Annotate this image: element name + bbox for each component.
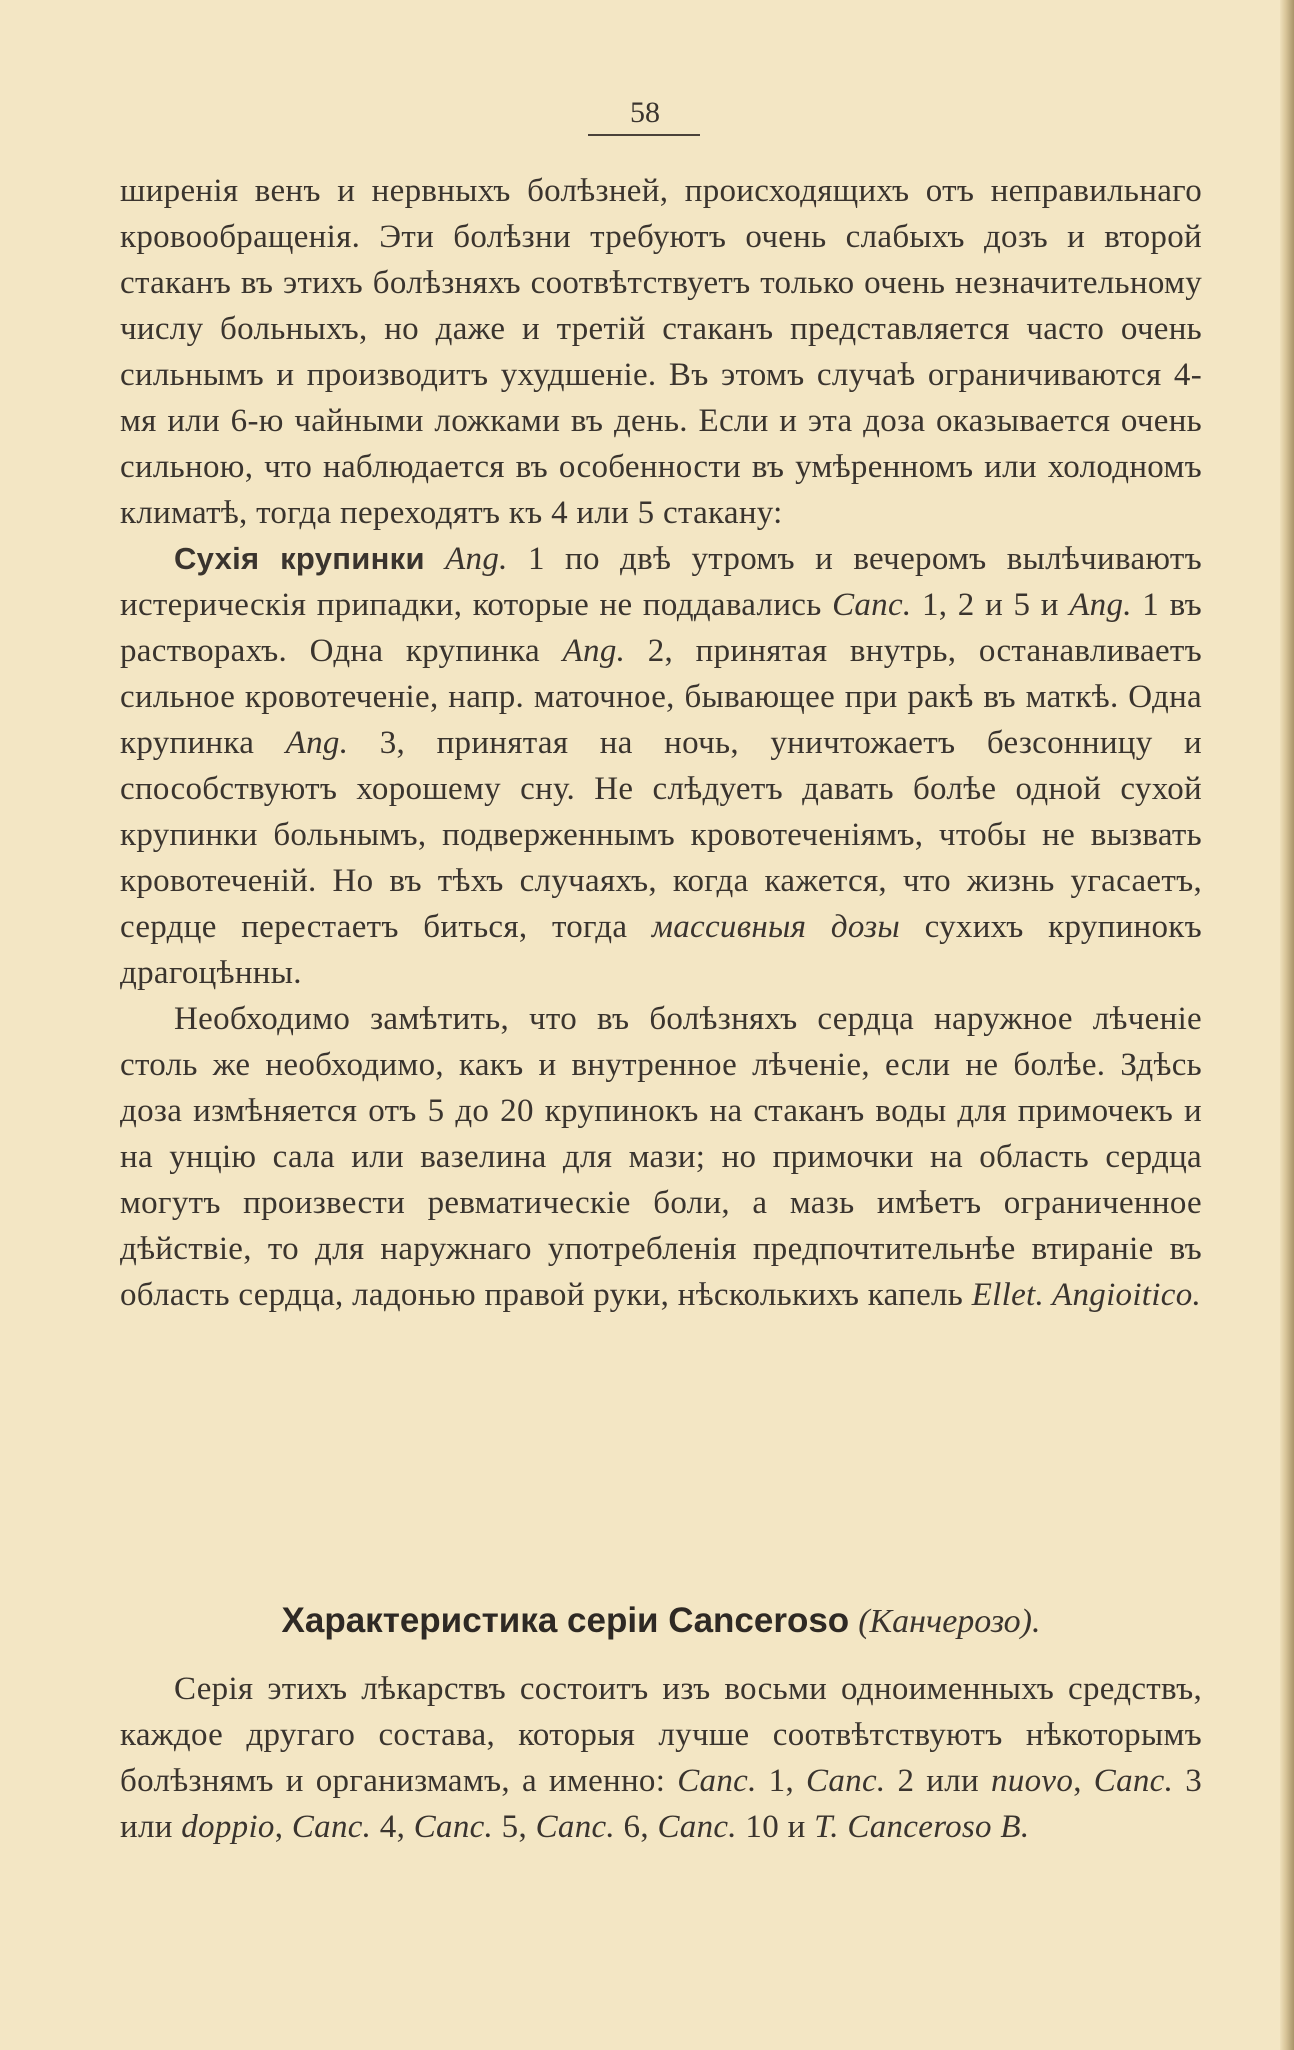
remedy-abbrev: Canc.	[535, 1809, 615, 1845]
section-text-run: 1,	[756, 1763, 807, 1799]
remedy-abbrev: Ang.	[562, 633, 626, 669]
remedy-name: Ellet. Angioitico.	[971, 1277, 1202, 1313]
section-text-run: ,	[1073, 1763, 1094, 1799]
section-text-run: Серія этихъ лѣкарствъ состоитъ изъ восьми одноименныхъ средствъ, каждое другаго состава, которыя лучше соотвѣтствуютъ нѣкоторымъ болѣзнямъ и организмамъ, а именно:	[120, 1671, 1202, 1799]
section-text-run: 10 и	[736, 1809, 815, 1845]
remedy-abbrev: Ang.	[424, 541, 508, 577]
remedy-abbrev: Canc.	[806, 1763, 886, 1799]
section-text-run: 6,	[615, 1809, 658, 1845]
paragraph-2-text: 3, принятая на ночь, уничтожаетъ безсонницу и способствуютъ хорошему сну. Не слѣдуетъ давать болѣе одной сухой крупинки больнымъ, подверженнымъ кровотеченіямъ, чтобы не вызвать кровотеченій. Но въ тѣхъ случаяхъ, когда кажется, что жизнь угасаетъ, сердце перестаетъ биться, тогда	[120, 725, 1202, 945]
remedy-abbrev: Canc.	[657, 1809, 737, 1845]
paragraph-2	[120, 536, 1202, 996]
remedy-abbrev: Canc.	[413, 1809, 494, 1845]
remedy-abbrev: Ang.	[285, 725, 349, 761]
section-heading-main: Характеристика серіи Canceroso	[281, 1601, 850, 1640]
section-text-run: 3 или	[120, 1763, 1203, 1845]
paragraph-2-text: сухихъ крупинокъ драгоцѣнны.	[120, 909, 1203, 991]
paragraph-3	[120, 996, 1202, 1318]
remedy-abbrev: Canc.	[291, 1809, 372, 1845]
paragraph-3-text: Необходимо замѣтить, что въ болѣзняхъ сердца наружное лѣченіе столь же необходимо, какъ и внутренное лѣченіе, если не болѣе. Здѣсь доза измѣняется отъ 5 до 20 крупинокъ на стаканъ воды для примочекъ и на унцію сала или вазелина для мази; но примочки на область сердца могутъ произвести ревматическіе боли, а мазь имѣетъ ограниченное дѣйствіе, то для наружнаго употребленія предпочтительнѣе втираніе въ область сердца, ладонью правой руки, нѣсколькихъ капель	[120, 1001, 1202, 1313]
section-text	[120, 1666, 1202, 1850]
remedy-variant: nuovo	[991, 1763, 1074, 1799]
page-number-rule	[588, 134, 700, 136]
section-text-run: ,	[274, 1809, 292, 1845]
paragraph-2-text: 1 по двѣ утромъ и вечеромъ вылѣчиваютъ истерическія припадки, которые не поддавались	[120, 541, 1202, 623]
remedy-abbrev: Ang.	[1069, 587, 1132, 623]
remedy-abbrev: Canc.	[1093, 1763, 1174, 1799]
remedy-abbrev: Canc.	[832, 587, 912, 623]
paragraph-2-text: 1, 2 и 5 и	[911, 587, 1070, 623]
section-text-run: 4,	[371, 1809, 414, 1845]
body-text	[120, 168, 1202, 1318]
dry-granules-lead: Сухія крупинки	[174, 541, 425, 576]
section-paragraph-1	[120, 1666, 1202, 1850]
remedy-name: T. Canceroso B.	[814, 1809, 1030, 1845]
remedy-abbrev: Canc.	[677, 1763, 757, 1799]
paragraph-1: ширенія венъ и нервныхъ болѣзней, происходящихъ отъ неправильнаго кровообращенія. Эти болѣзни требуютъ очень слабыхъ дозъ и второй стаканъ въ этихъ болѣзняхъ соотвѣтствуетъ только очень незначительному числу больныхъ, но даже и третій стаканъ представляется часто очень сильнымъ и производитъ ухудшеніе. Въ этомъ случаѣ ограничиваются 4-мя или 6-ю чайными ложками въ день. Если и эта доза оказывается очень сильною, что наблюдается въ особенности въ умѣренномъ или холодномъ климатѣ, тогда переходятъ къ 4 или 5 стакану:	[120, 173, 1202, 531]
section-heading-alt: (Канчерозо).	[858, 1603, 1041, 1640]
paragraph-2-text: 1 въ растворахъ. Одна крупинка	[120, 587, 1203, 669]
remedy-variant: doppio	[181, 1809, 275, 1845]
section-text-run: 5,	[493, 1809, 536, 1845]
page-number: 58	[630, 96, 660, 129]
section-heading	[120, 1597, 1202, 1645]
page-edge	[1280, 0, 1294, 2050]
paragraph-2-text: 2, принятая внутрь, останавливаетъ сильное кровотеченіе, напр. маточное, бывающее при ракѣ въ маткѣ. Одна крупинка	[120, 633, 1203, 761]
massive-doses-emphasis: массивныя дозы	[651, 909, 901, 945]
section-text-run: 2 или	[885, 1763, 992, 1799]
